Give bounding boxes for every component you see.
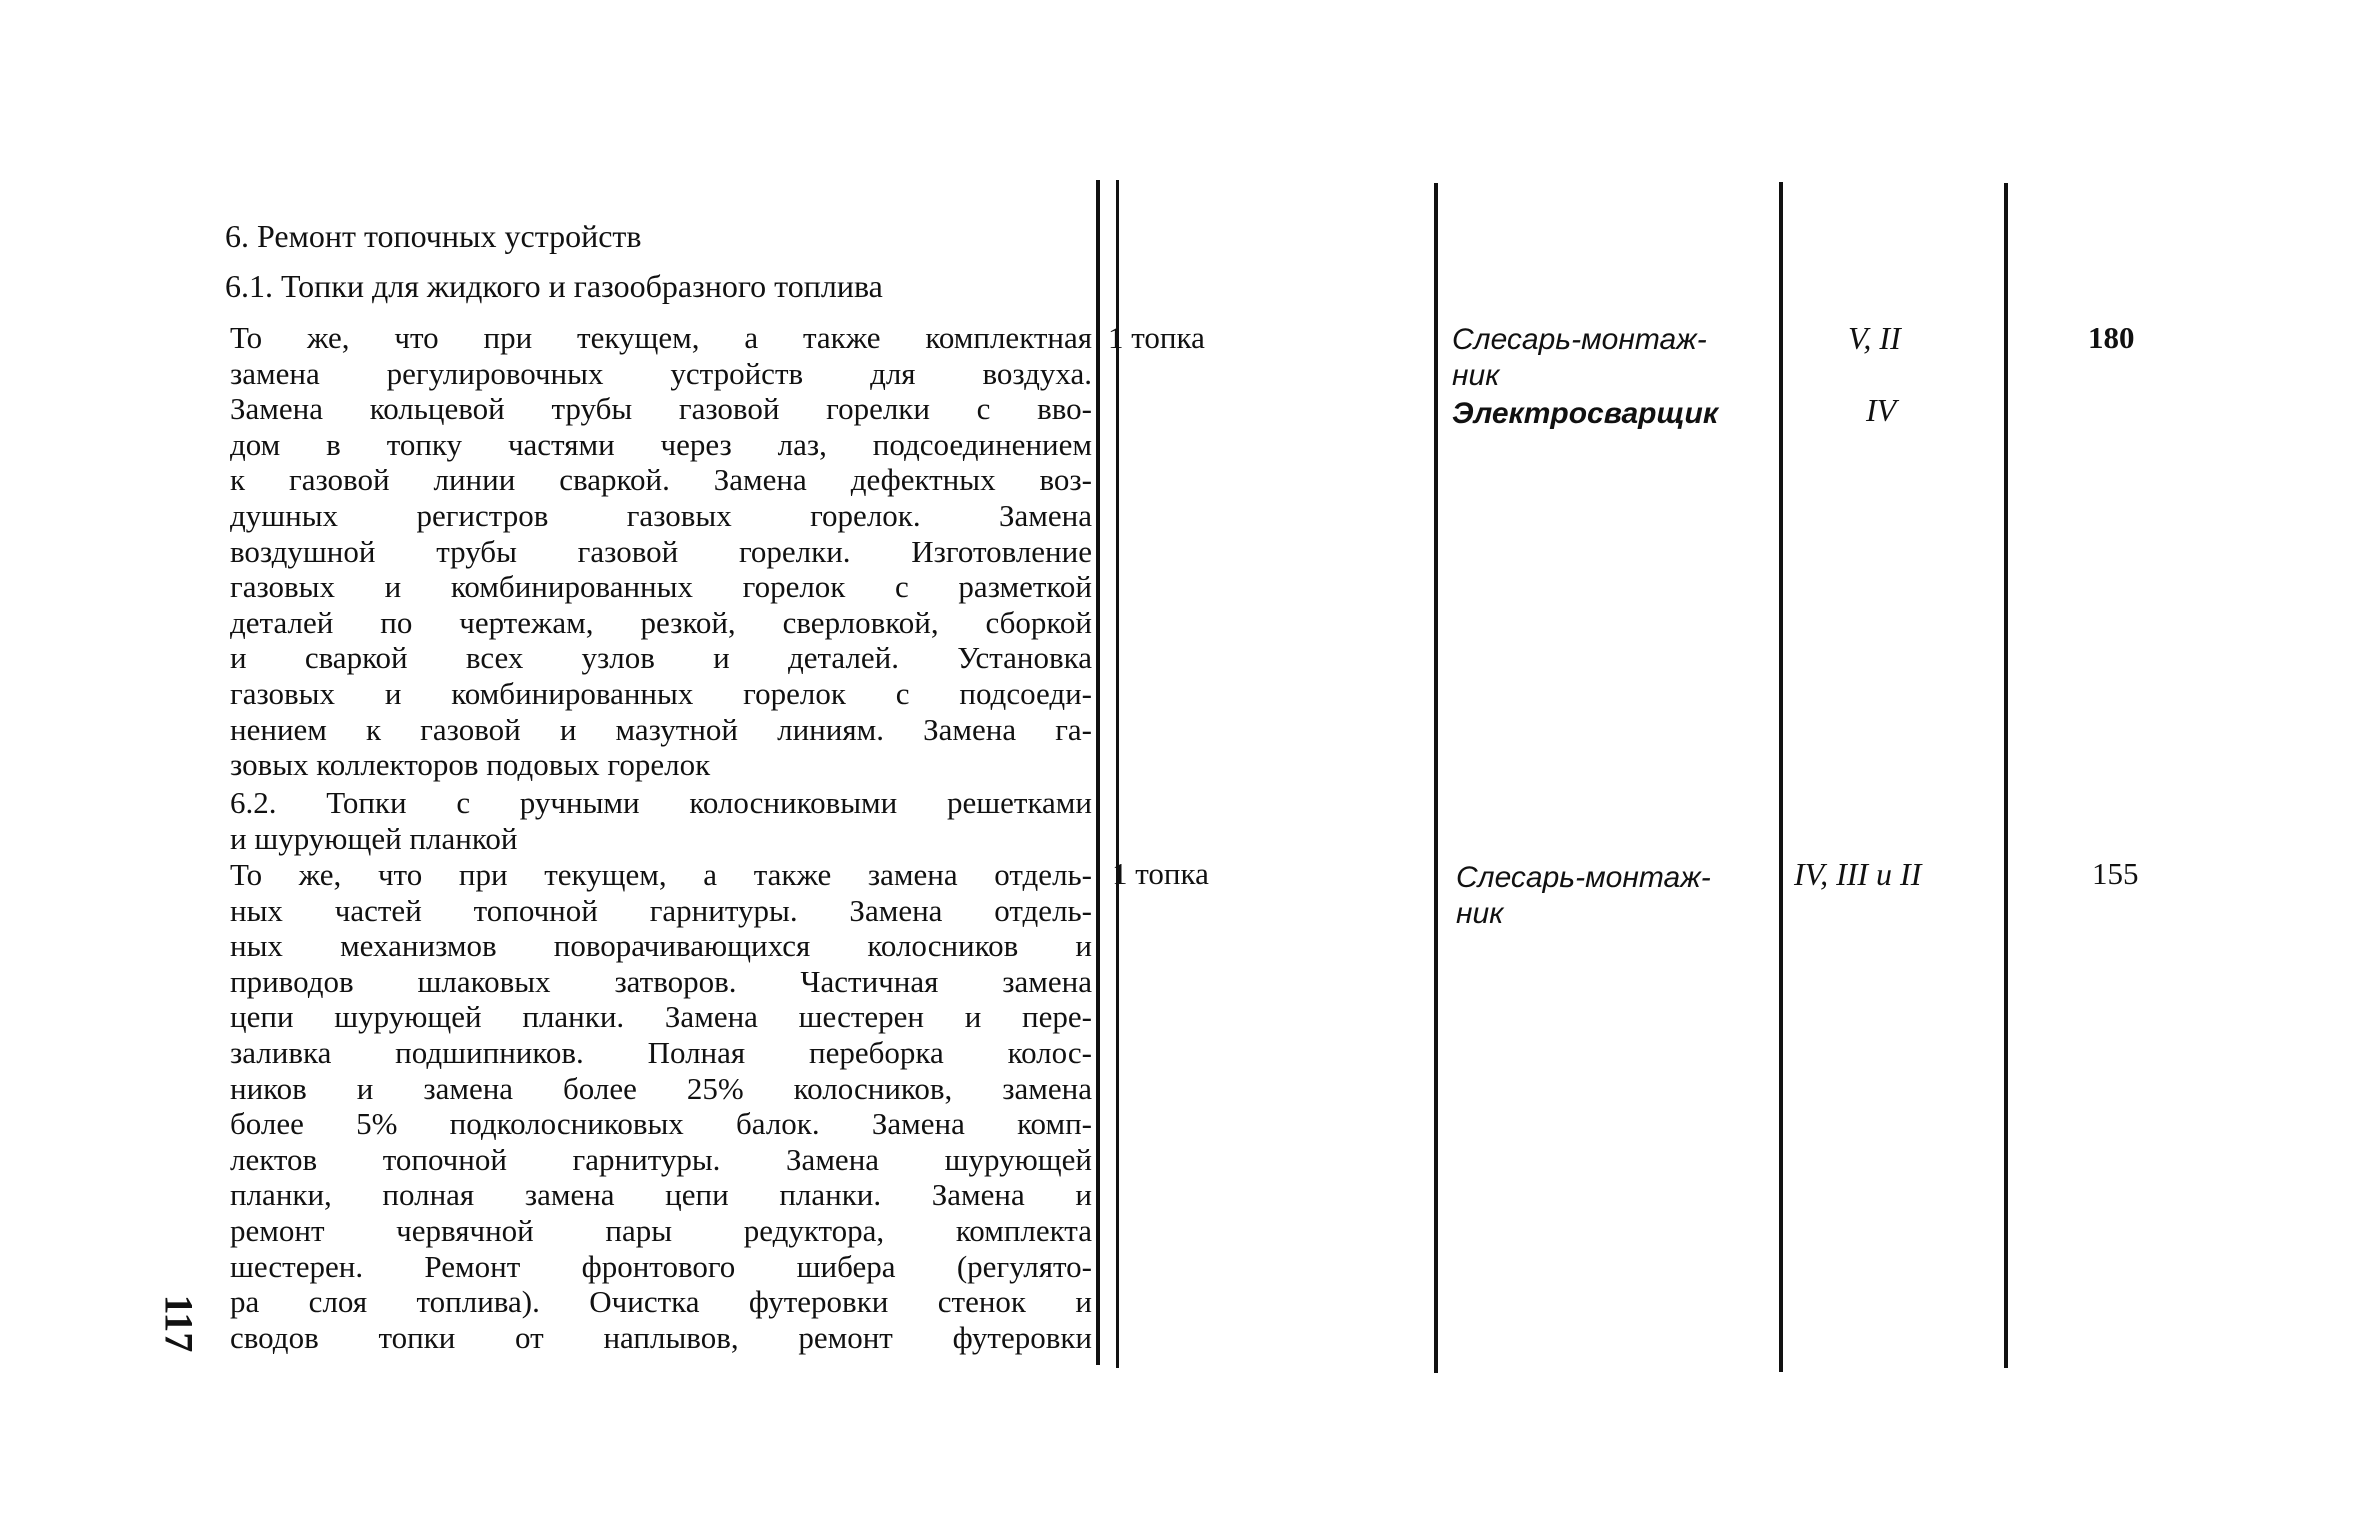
work-description — [230, 320, 1092, 783]
title-line: и шурующей планкой — [230, 820, 518, 856]
profession-line: Слесарь-монтаж- — [1452, 323, 1707, 356]
description-line: газовых и комбинированных горелок с подсоеди- — [230, 675, 1092, 711]
description-line: ра слоя топлива). Очистка футеровки стенок и — [230, 1284, 1092, 1320]
description-line: планки, полная замена цепи планки. Замена и — [230, 1177, 1092, 1213]
profession-line: Электросварщик — [1452, 397, 1719, 430]
column-rule — [1434, 183, 1438, 1373]
description-line: нением к газовой и мазутной линиям. Замена га- — [230, 711, 1092, 747]
page-number: 117 — [156, 1294, 202, 1353]
profession-line: Слесарь-монтаж- — [1456, 861, 1711, 894]
description-line: и сваркой всех узлов и деталей. Установка — [230, 640, 1092, 676]
qualification-grade: IV — [1866, 392, 1897, 428]
column-rule — [1096, 180, 1100, 1365]
description-line: ремонт червячной пары редуктора, комплекта — [230, 1212, 1092, 1248]
description-line: воздушной трубы газовой горелки. Изготовление — [230, 533, 1092, 569]
description-line: газовых и комбинированных горелок с разметкой — [230, 569, 1092, 605]
unit-of-measure: 1 топка — [1108, 320, 1205, 355]
description-line: дом в топку частями через лаз, подсоединением — [230, 426, 1092, 462]
column-rule — [1116, 180, 1119, 1368]
description-line: более 5% подколосниковых балок. Замена комп- — [230, 1106, 1092, 1142]
description-line: зовых коллекторов подовых горелок — [230, 747, 711, 783]
description-line: То же, что при текущем, а также комплектная — [230, 320, 1092, 355]
profession-line: ник — [1456, 897, 1504, 930]
description-line: ных механизмов поворачивающихся колосников и — [230, 928, 1092, 964]
profession-line: ник — [1452, 359, 1500, 392]
description-line: цепи шурующей планки. Замена шестерен и пере- — [230, 999, 1092, 1035]
description-line: То же, что при текущем, а также замена отдель- — [230, 857, 1092, 892]
column-rule — [1779, 182, 1783, 1372]
description-line: ных частей топочной гарнитуры. Замена отдель- — [230, 892, 1092, 928]
description-line: приводов шлаковых затворов. Частичная замена — [230, 963, 1092, 999]
column-rule — [2004, 183, 2008, 1368]
description-line: душных регистров газовых горелок. Замена — [230, 497, 1092, 533]
work-description — [230, 857, 1092, 1355]
description-line: замена регулировочных устройств для воздуха. — [230, 355, 1092, 391]
section-title: 6. Ремонт топочных устройств — [225, 218, 642, 254]
time-norm: 180 — [2088, 320, 2135, 355]
description-line: ников и замена более 25% колосников, замена — [230, 1070, 1092, 1106]
qualification-grade: IV, III и II — [1794, 856, 1922, 892]
subsection-title — [230, 785, 1092, 856]
description-line: лектов топочной гарнитуры. Замена шурующей — [230, 1141, 1092, 1177]
description-line: шестерен. Ремонт фронтового шибера (регулято- — [230, 1248, 1092, 1284]
time-norm: 155 — [2092, 856, 2139, 891]
unit-of-measure: 1 топка — [1112, 856, 1209, 891]
title-line: 6.2. Топки с ручными колосниковыми решетками — [230, 785, 1092, 820]
qualification-grade: V, II — [1848, 320, 1901, 356]
description-line: деталей по чертежам, резкой, сверловкой, сборкой — [230, 604, 1092, 640]
description-line: сводов топки от наплывов, ремонт футеровки — [230, 1319, 1092, 1355]
description-line: к газовой линии сваркой. Замена дефектных воз- — [230, 462, 1092, 498]
subsection-title: 6.1. Топки для жидкого и газообразного топлива — [225, 268, 883, 304]
description-line: заливка подшипников. Полная переборка колос- — [230, 1034, 1092, 1070]
description-line: Замена кольцевой трубы газовой горелки с вво- — [230, 391, 1092, 427]
